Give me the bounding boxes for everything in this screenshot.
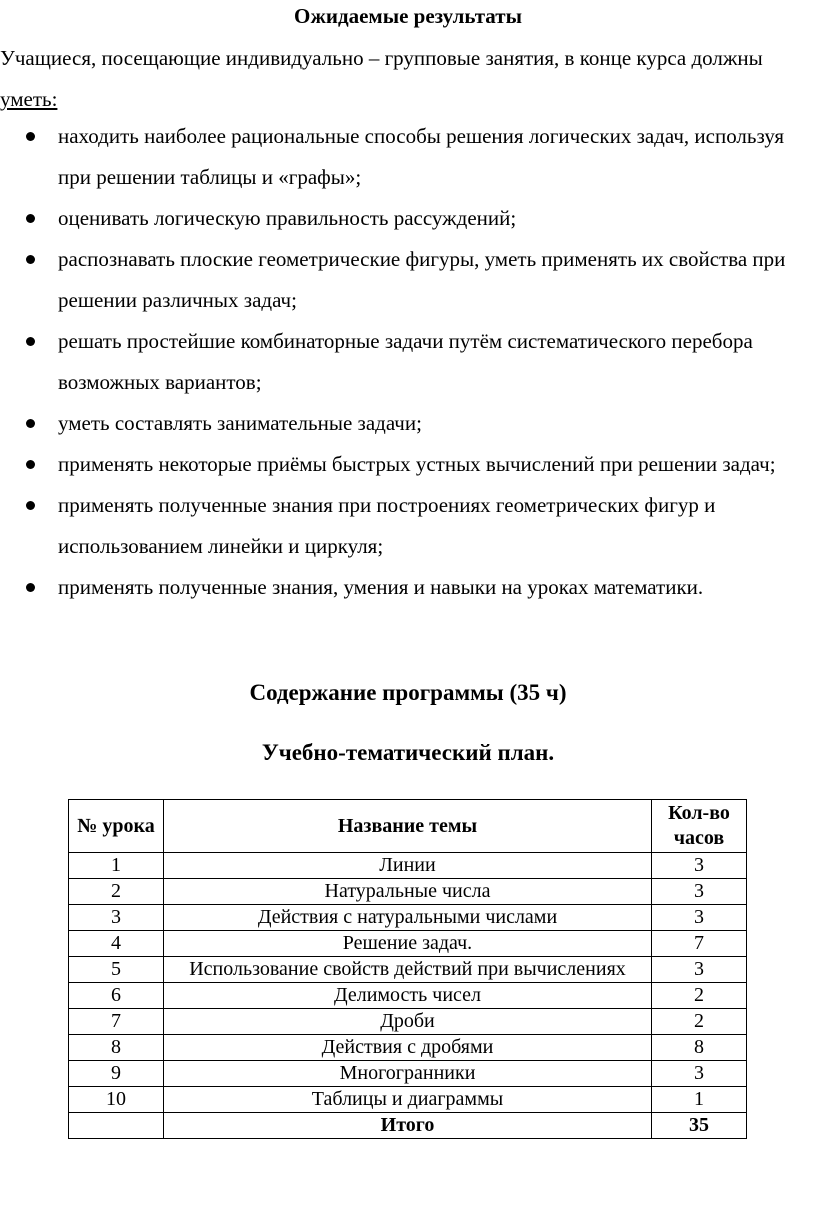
cell-topic: Действия с дробями xyxy=(164,1035,652,1061)
table-row xyxy=(69,1087,747,1113)
header-hours: Кол-во часов xyxy=(652,800,747,853)
cell-topic: Делимость чисел xyxy=(164,983,652,1009)
plan-title: Учебно-тематический план. xyxy=(261,740,555,765)
cell-hours: 1 xyxy=(652,1087,747,1113)
results-list xyxy=(0,116,816,608)
cell-lesson-number: 8 xyxy=(69,1035,164,1061)
list-item xyxy=(0,403,816,444)
list-item-text: распознавать плоские геометрические фигуры, уметь применять их свойства при решении различных задач; xyxy=(58,247,786,312)
bullet-icon xyxy=(26,460,35,469)
cell-topic: Дроби xyxy=(164,1009,652,1035)
content-title: Содержание программы (35 ч) xyxy=(249,680,567,705)
cell-hours: 2 xyxy=(652,983,747,1009)
table-row xyxy=(69,983,747,1009)
list-item xyxy=(0,239,816,321)
list-item xyxy=(0,198,816,239)
list-item xyxy=(0,321,816,403)
cell-total-label: Итого xyxy=(164,1113,652,1139)
cell-topic: Линии xyxy=(164,853,652,879)
cell-lesson-number: 2 xyxy=(69,879,164,905)
cell-total-value: 35 xyxy=(652,1113,747,1139)
header-lesson-number: № урока xyxy=(69,800,164,853)
cell-topic: Решение задач. xyxy=(164,931,652,957)
cell-topic: Использование свойств действий при вычислениях xyxy=(164,957,652,983)
cell-hours: 3 xyxy=(652,1061,747,1087)
table-row xyxy=(69,853,747,879)
cell-hours: 3 xyxy=(652,879,747,905)
list-item xyxy=(0,567,816,608)
cell-lesson-number: 9 xyxy=(69,1061,164,1087)
bullet-icon xyxy=(26,337,35,346)
list-item-text: применять полученные знания при построениях геометрических фигур и использованием линейки и циркуля; xyxy=(58,493,716,558)
table-total-row xyxy=(69,1113,747,1139)
table-row xyxy=(69,1061,747,1087)
cell-topic: Многогранники xyxy=(164,1061,652,1087)
cell-hours: 3 xyxy=(652,905,747,931)
bullet-icon xyxy=(26,501,35,510)
intro-text: Учащиеся, посещающие индивидуально – групповые занятия, в конце курса должны xyxy=(0,46,763,70)
list-item xyxy=(0,444,816,485)
cell-lesson-number: 10 xyxy=(69,1087,164,1113)
table-row xyxy=(69,957,747,983)
list-item-text: решать простейшие комбинаторные задачи путём систематического перебора возможных вариантов; xyxy=(58,329,753,394)
table-row xyxy=(69,905,747,931)
list-item-text: находить наиболее рациональные способы решения логических задач, используя при решении таблицы и «графы»; xyxy=(58,124,784,189)
list-item-text: применять полученные знания, умения и навыки на уроках математики. xyxy=(58,575,704,599)
list-item xyxy=(0,116,816,198)
cell-hours: 7 xyxy=(652,931,747,957)
cell-topic: Таблицы и диаграммы xyxy=(164,1087,652,1113)
cell-hours: 3 xyxy=(652,853,747,879)
cell-lesson-number: 1 xyxy=(69,853,164,879)
list-item-text: уметь составлять занимательные задачи; xyxy=(58,411,422,435)
table-header-row xyxy=(69,800,747,853)
cell-topic: Действия с натуральными числами xyxy=(164,905,652,931)
list-item-text: оценивать логическую правильность рассуждений; xyxy=(58,206,517,230)
list-item xyxy=(0,485,816,567)
bullet-icon xyxy=(26,214,35,223)
page-title: Ожидаемые результаты xyxy=(294,4,522,28)
intro-underlined-word: уметь: xyxy=(0,87,58,111)
plan-table xyxy=(68,799,747,1139)
cell-lesson-number: 4 xyxy=(69,931,164,957)
bullet-icon xyxy=(26,583,35,592)
cell-lesson-number: 6 xyxy=(69,983,164,1009)
intro-paragraph xyxy=(0,38,812,120)
cell-lesson-number: 7 xyxy=(69,1009,164,1035)
cell-hours: 8 xyxy=(652,1035,747,1061)
list-item-text: применять некоторые приёмы быстрых устных вычислений при решении задач; xyxy=(58,452,776,476)
table-row xyxy=(69,931,747,957)
table-row xyxy=(69,1035,747,1061)
cell-topic: Натуральные числа xyxy=(164,879,652,905)
cell-empty xyxy=(69,1113,164,1139)
bullet-icon xyxy=(26,132,35,141)
header-topic-name: Название темы xyxy=(164,800,652,853)
bullet-icon xyxy=(26,255,35,264)
bullet-icon xyxy=(26,419,35,428)
table-row xyxy=(69,879,747,905)
cell-hours: 2 xyxy=(652,1009,747,1035)
cell-lesson-number: 5 xyxy=(69,957,164,983)
cell-hours: 3 xyxy=(652,957,747,983)
table-row xyxy=(69,1009,747,1035)
cell-lesson-number: 3 xyxy=(69,905,164,931)
